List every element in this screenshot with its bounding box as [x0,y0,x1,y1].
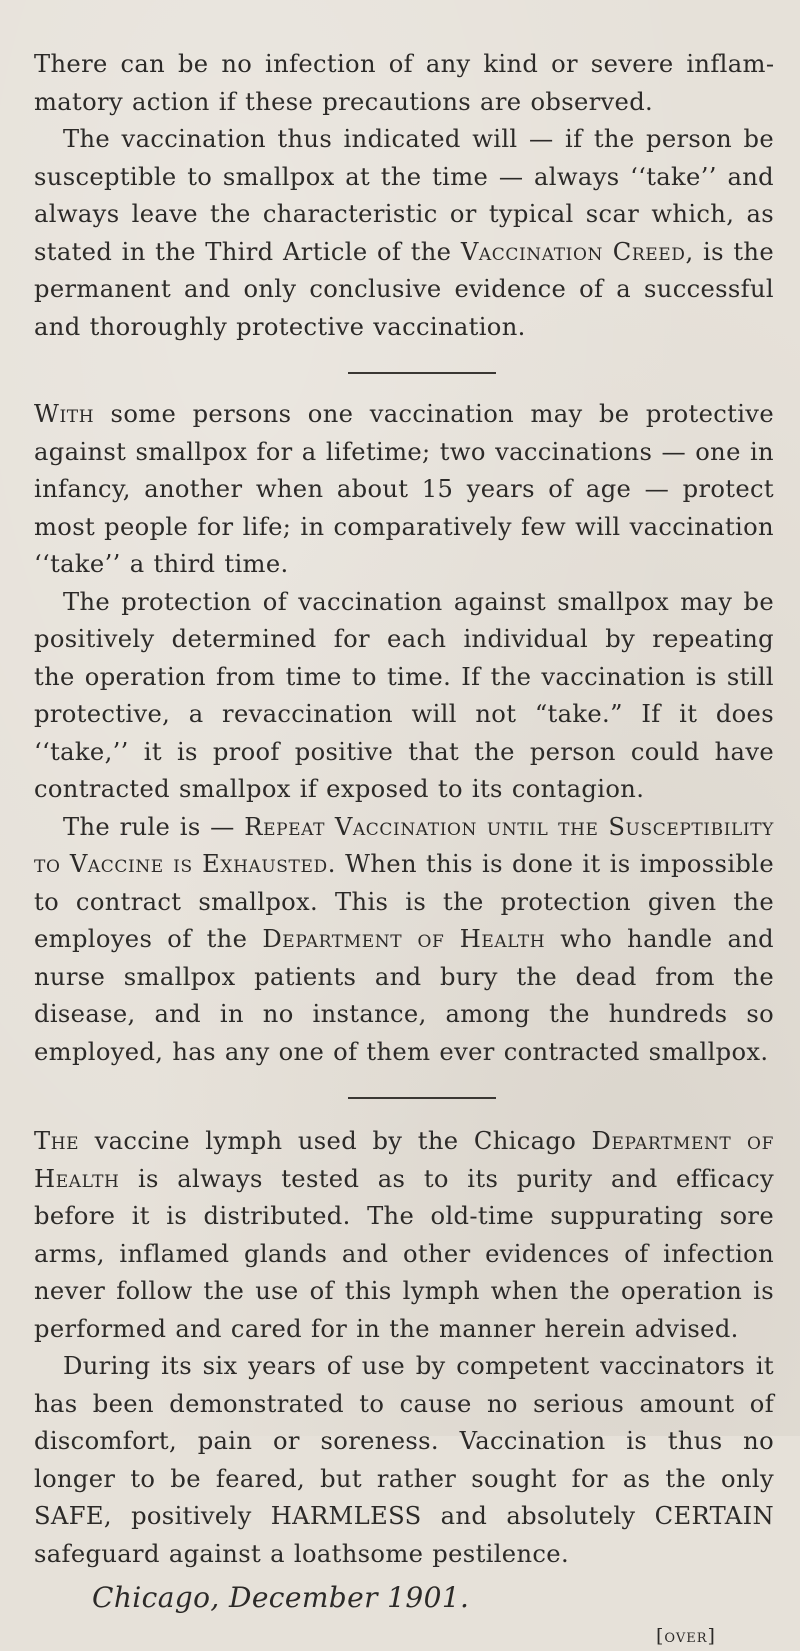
emphasis-safe: SAFE [34,1502,104,1530]
page-turn-note: [over] [656,1625,716,1647]
six-years-use-paragraph [34,1348,774,1573]
lifetime-protection-paragraph [34,396,774,584]
vaccination-scar-paragraph [34,121,774,346]
text-run: When this is done it is impossible to contract smallpox. This is the protection given the employes of the [34,850,774,953]
text-run: some persons one vaccination may be protective against smallpox for a lifetime; two vaccinations — one in infancy, another when about 15 years of age — protect most people for life; in comparatively few will vaccination ‘‘take’’ a third time. [34,400,774,578]
text-run: and absolutely [421,1502,655,1530]
text-run: is always tested as to its purity and efficacy before it is distributed. The old-time suppurating sore arms, inflamed glands and other evidences of infection never follow the use of this lymph when the operation is performed and cared for in the manner herein advised. [34,1164,774,1343]
text-run: The vaccination thus indicated will — if the person be susceptible to smallpox at the time — always ‘‘take’’ and always leave the characteristic or typical scar which, as stated in the Third Article of the [34,125,774,266]
section-divider [348,1097,496,1099]
text-run: During its six years of use by competent vaccinators it has been demonstrated to cause no serious amount of discomfort, pain or soreness. Vaccination is thus no longer to be feared, but rather sought for as the only [34,1352,774,1493]
text-run: The rule is — [63,812,245,841]
text-run: , positively [103,1502,271,1530]
emphasis-certain: CERTAIN [654,1502,774,1530]
revaccination-paragraph: The protection of vaccination against smallpox may be positively determined for each individual by repeating the operation from time to time. If the vaccination is still protective, a revaccination will not “take.” If it does ‘‘take,’’ it is proof positive that the person could have contracted smallpox if exposed to its contagion. [34,587,774,803]
text-run: who handle and nurse smallpox patients and bury the dead from the disease, and in no instance, among the hundreds so employed, has any one of them ever contracted smallpox. [34,925,774,1066]
vaccine-lymph-paragraph [34,1123,774,1348]
rule-statement: Repeat Vaccination until the Susceptibility to Vaccine is Exhausted. [34,812,774,878]
vaccination-creed-title: Vaccination Creed [460,237,686,266]
repeat-vaccination-rule-paragraph [34,809,774,1072]
text-run: vaccine lymph used by the Chicago [79,1127,592,1155]
lead-word: The [34,1127,80,1155]
place-date-signature: Chicago, December 1901. [92,1581,470,1614]
precautions-paragraph: There can be no infection of any kind or severe inflammatory action if these precautions are observed. [34,50,774,116]
department-name: Department of Health [262,925,546,953]
text-run: , is the permanent and only conclusive evidence of a successful and thoroughly protective vaccination. [34,237,774,341]
section-divider [348,372,496,374]
text-run: safeguard against a loathsome pestilence. [34,1539,570,1568]
lead-word: With [34,400,95,428]
department-name: Department of Health [34,1127,774,1193]
emphasis-harmless: HARMLESS [270,1502,422,1530]
